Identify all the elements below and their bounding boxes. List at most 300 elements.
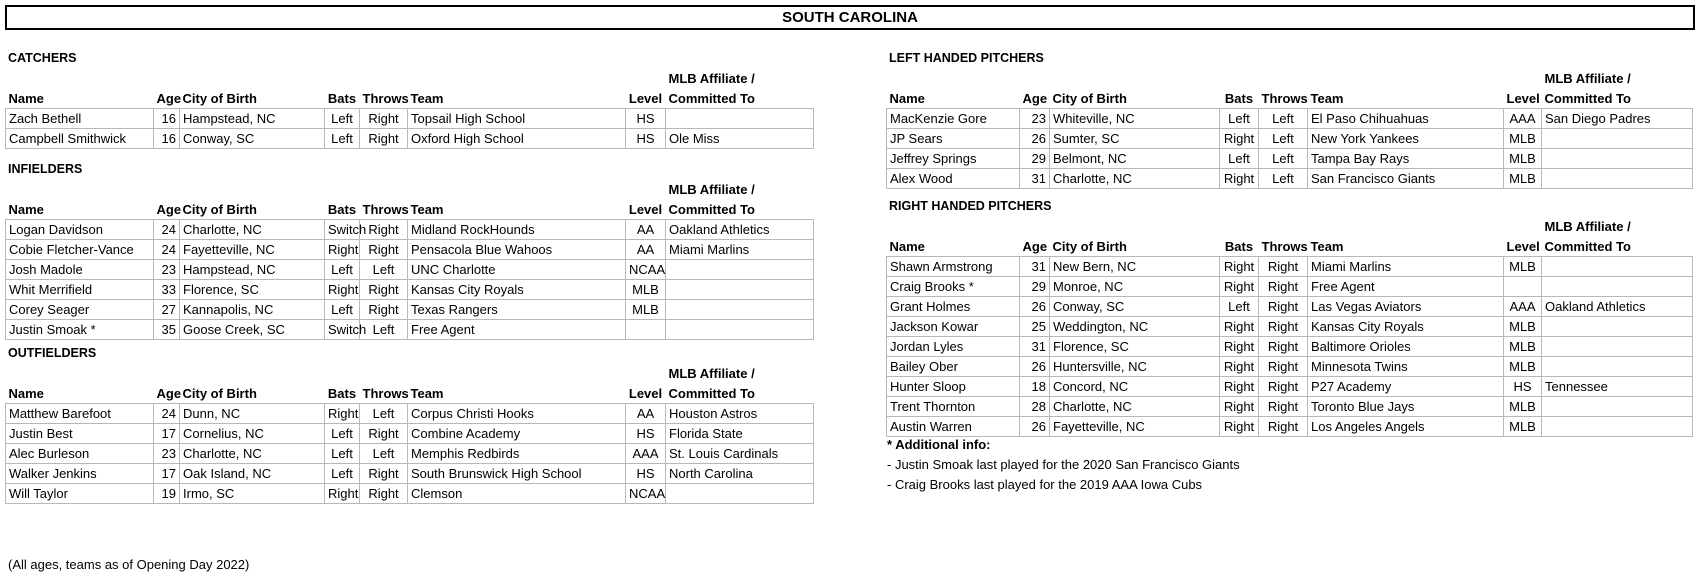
column-header-spacer bbox=[325, 363, 360, 383]
column-header-spacer bbox=[1050, 68, 1220, 88]
roster-table bbox=[886, 68, 1693, 189]
cell-level: MLB bbox=[1504, 416, 1542, 436]
cell-team: New York Yankees bbox=[1308, 128, 1504, 148]
cell-bats: Left bbox=[1220, 148, 1259, 168]
cell-name: Jackson Kowar bbox=[887, 316, 1020, 336]
cell-city-of-birth: Irmo, SC bbox=[180, 483, 325, 503]
column-header-city-of-birth: City of Birth bbox=[182, 385, 257, 401]
column-header-bats: Bats bbox=[327, 385, 357, 401]
cell-team: Baltimore Orioles bbox=[1308, 336, 1504, 356]
cell-name: Zach Bethell bbox=[6, 108, 154, 128]
cell-age: 24 bbox=[154, 403, 180, 423]
table-row bbox=[887, 168, 1693, 188]
column-header-spacer bbox=[626, 179, 666, 199]
column-header-spacer bbox=[154, 179, 180, 199]
column-header-team: Team bbox=[410, 90, 444, 106]
table-row bbox=[6, 403, 814, 423]
column-header-city-of-birth: City of Birth bbox=[182, 90, 257, 106]
cell-affiliate bbox=[1542, 416, 1693, 436]
cell-affiliate bbox=[1542, 256, 1693, 276]
column-header-throws: Throws bbox=[362, 90, 409, 106]
column-header-spacer bbox=[6, 68, 154, 88]
cell-level: AA bbox=[626, 219, 666, 239]
table-row bbox=[6, 463, 814, 483]
cell-city-of-birth: Cornelius, NC bbox=[180, 423, 325, 443]
cell-bats: Right bbox=[1220, 356, 1259, 376]
cell-name: Will Taylor bbox=[6, 483, 154, 503]
table-row bbox=[887, 148, 1693, 168]
column-header-team: Team bbox=[410, 385, 444, 401]
column-header-affiliate-line1: MLB Affiliate / bbox=[668, 71, 755, 86]
table-row bbox=[887, 376, 1693, 396]
section-title: OUTFIELDERS bbox=[8, 346, 97, 360]
cell-name: Matthew Barefoot bbox=[6, 403, 154, 423]
cell-bats: Right bbox=[1220, 396, 1259, 416]
cell-throws: Right bbox=[360, 299, 408, 319]
column-header-city-of-birth: City of Birth bbox=[1052, 238, 1127, 254]
cell-throws: Right bbox=[360, 128, 408, 148]
column-header-affiliate-line1: MLB Affiliate / bbox=[1544, 219, 1631, 234]
cell-team: Minnesota Twins bbox=[1308, 356, 1504, 376]
cell-name: Alex Wood bbox=[887, 168, 1020, 188]
cell-affiliate bbox=[1542, 396, 1693, 416]
page-title: SOUTH CAROLINA bbox=[5, 5, 1695, 30]
cell-bats: Right bbox=[1220, 316, 1259, 336]
cell-age: 26 bbox=[1020, 128, 1050, 148]
column-header-level: Level bbox=[628, 90, 663, 106]
column-header-spacer bbox=[6, 363, 154, 383]
table-row bbox=[6, 219, 814, 239]
cell-age: 31 bbox=[1020, 168, 1050, 188]
cell-throws: Right bbox=[1259, 256, 1308, 276]
cell-level: HS bbox=[1504, 376, 1542, 396]
cell-affiliate bbox=[666, 259, 814, 279]
cell-level: AAA bbox=[626, 443, 666, 463]
cell-bats: Left bbox=[325, 443, 360, 463]
table-row bbox=[6, 108, 814, 128]
cell-team: Texas Rangers bbox=[408, 299, 626, 319]
cell-name: Corey Seager bbox=[6, 299, 154, 319]
cell-level: NCAA bbox=[626, 259, 666, 279]
column-header-spacer bbox=[360, 179, 408, 199]
cell-throws: Right bbox=[360, 219, 408, 239]
cell-affiliate bbox=[1542, 128, 1693, 148]
column-header-name: Name bbox=[8, 90, 44, 106]
cell-bats: Right bbox=[325, 403, 360, 423]
column-header-throws: Throws bbox=[362, 385, 409, 401]
cell-bats: Left bbox=[325, 423, 360, 443]
column-header-spacer bbox=[325, 68, 360, 88]
column-header-age: Age bbox=[156, 90, 182, 106]
cell-level: AA bbox=[626, 403, 666, 423]
cell-city-of-birth: Sumter, SC bbox=[1050, 128, 1220, 148]
table-row bbox=[6, 299, 814, 319]
cell-level: HS bbox=[626, 423, 666, 443]
column-header-throws: Throws bbox=[362, 201, 409, 217]
column-header-team: Team bbox=[1310, 90, 1344, 106]
cell-level: HS bbox=[626, 108, 666, 128]
cell-name: Craig Brooks * bbox=[887, 276, 1020, 296]
column-header-affiliate-line2: Committed To bbox=[668, 385, 755, 401]
cell-city-of-birth: Dunn, NC bbox=[180, 403, 325, 423]
cell-team: Las Vegas Aviators bbox=[1308, 296, 1504, 316]
cell-team: Kansas City Royals bbox=[408, 279, 626, 299]
column-header-level: Level bbox=[1506, 238, 1540, 254]
roster-table bbox=[5, 363, 814, 504]
roster-table bbox=[886, 216, 1693, 437]
table-row bbox=[6, 443, 814, 463]
column-header-level: Level bbox=[1506, 90, 1540, 106]
cell-affiliate: Oakland Athletics bbox=[1542, 296, 1693, 316]
column-header-age: Age bbox=[1022, 238, 1048, 254]
cell-affiliate: North Carolina bbox=[666, 463, 814, 483]
column-header-bats: Bats bbox=[327, 201, 357, 217]
cell-affiliate bbox=[1542, 336, 1693, 356]
column-header-bats: Bats bbox=[327, 90, 357, 106]
cell-affiliate bbox=[666, 319, 814, 339]
cell-name: Austin Warren bbox=[887, 416, 1020, 436]
column-header-spacer bbox=[360, 363, 408, 383]
cell-age: 18 bbox=[1020, 376, 1050, 396]
cell-bats: Switch bbox=[325, 319, 360, 339]
cell-throws: Right bbox=[360, 423, 408, 443]
cell-affiliate: Miami Marlins bbox=[666, 239, 814, 259]
cell-throws: Left bbox=[360, 319, 408, 339]
cell-age: 33 bbox=[154, 279, 180, 299]
cell-name: Grant Holmes bbox=[887, 296, 1020, 316]
cell-age: 26 bbox=[1020, 416, 1050, 436]
cell-team: Midland RockHounds bbox=[408, 219, 626, 239]
cell-affiliate bbox=[1542, 276, 1693, 296]
cell-throws: Right bbox=[1259, 356, 1308, 376]
table-row bbox=[6, 239, 814, 259]
cell-level: MLB bbox=[1504, 148, 1542, 168]
cell-age: 16 bbox=[154, 108, 180, 128]
column-header-spacer bbox=[325, 179, 360, 199]
cell-bats: Right bbox=[1220, 168, 1259, 188]
cell-city-of-birth: Fayetteville, NC bbox=[180, 239, 325, 259]
cell-age: 17 bbox=[154, 423, 180, 443]
column-header-bats: Bats bbox=[1224, 238, 1254, 254]
cell-bats: Right bbox=[1220, 416, 1259, 436]
cell-team: San Francisco Giants bbox=[1308, 168, 1504, 188]
cell-age: 25 bbox=[1020, 316, 1050, 336]
column-header-affiliate-line2: Committed To bbox=[1544, 90, 1631, 106]
section-title: INFIELDERS bbox=[8, 162, 83, 176]
cell-affiliate: San Diego Padres bbox=[1542, 108, 1693, 128]
table-row bbox=[6, 483, 814, 503]
column-header-spacer bbox=[1504, 216, 1542, 236]
column-header-spacer bbox=[626, 68, 666, 88]
column-header-spacer bbox=[1050, 216, 1220, 236]
roster-table bbox=[5, 179, 814, 340]
cell-level: HS bbox=[626, 128, 666, 148]
cell-throws: Right bbox=[360, 239, 408, 259]
section-title: RIGHT HANDED PITCHERS bbox=[889, 199, 1052, 213]
additional-info-heading: * Additional info: bbox=[887, 437, 991, 452]
column-header-spacer bbox=[1220, 68, 1259, 88]
table-row bbox=[887, 296, 1693, 316]
cell-team: Topsail High School bbox=[408, 108, 626, 128]
cell-level: AAA bbox=[1504, 296, 1542, 316]
cell-age: 16 bbox=[154, 128, 180, 148]
column-header-team: Team bbox=[1310, 238, 1344, 254]
cell-team: El Paso Chihuahuas bbox=[1308, 108, 1504, 128]
cell-city-of-birth: Kannapolis, NC bbox=[180, 299, 325, 319]
cell-name: Whit Merrifield bbox=[6, 279, 154, 299]
cell-throws: Right bbox=[1259, 316, 1308, 336]
cell-throws: Right bbox=[1259, 296, 1308, 316]
column-header-spacer bbox=[1020, 68, 1050, 88]
cell-throws: Left bbox=[1259, 128, 1308, 148]
cell-age: 23 bbox=[154, 259, 180, 279]
cell-team: P27 Academy bbox=[1308, 376, 1504, 396]
column-header-affiliate-line1: MLB Affiliate / bbox=[668, 366, 755, 381]
cell-throws: Right bbox=[1259, 336, 1308, 356]
column-header-bats: Bats bbox=[1224, 90, 1254, 106]
cell-team: UNC Charlotte bbox=[408, 259, 626, 279]
column-header-spacer bbox=[408, 179, 626, 199]
column-header-age: Age bbox=[156, 385, 182, 401]
cell-city-of-birth: Conway, SC bbox=[180, 128, 325, 148]
cell-level: MLB bbox=[1504, 128, 1542, 148]
cell-affiliate bbox=[666, 483, 814, 503]
cell-city-of-birth: Hampstead, NC bbox=[180, 108, 325, 128]
column-header-spacer bbox=[1220, 216, 1259, 236]
column-header-age: Age bbox=[156, 201, 182, 217]
cell-bats: Right bbox=[1220, 128, 1259, 148]
cell-affiliate bbox=[666, 279, 814, 299]
cell-level: MLB bbox=[1504, 316, 1542, 336]
cell-level: MLB bbox=[1504, 336, 1542, 356]
cell-affiliate: Florida State bbox=[666, 423, 814, 443]
cell-age: 26 bbox=[1020, 296, 1050, 316]
cell-bats: Switch bbox=[325, 219, 360, 239]
cell-level: MLB bbox=[626, 299, 666, 319]
table-row bbox=[6, 279, 814, 299]
cell-name: Jeffrey Springs bbox=[887, 148, 1020, 168]
cell-level: NCAA bbox=[626, 483, 666, 503]
footer-note: (All ages, teams as of Opening Day 2022) bbox=[8, 557, 250, 572]
cell-throws: Right bbox=[1259, 416, 1308, 436]
cell-affiliate: Tennessee bbox=[1542, 376, 1693, 396]
cell-age: 23 bbox=[154, 443, 180, 463]
cell-affiliate bbox=[666, 108, 814, 128]
column-header-spacer bbox=[887, 68, 1020, 88]
cell-throws: Right bbox=[1259, 376, 1308, 396]
column-header-spacer bbox=[1308, 68, 1504, 88]
cell-affiliate bbox=[1542, 356, 1693, 376]
cell-age: 26 bbox=[1020, 356, 1050, 376]
cell-throws: Left bbox=[360, 403, 408, 423]
section-title: LEFT HANDED PITCHERS bbox=[889, 51, 1044, 65]
cell-bats: Right bbox=[1220, 276, 1259, 296]
cell-name: Trent Thornton bbox=[887, 396, 1020, 416]
cell-city-of-birth: Hampstead, NC bbox=[180, 259, 325, 279]
cell-name: Campbell Smithwick bbox=[6, 128, 154, 148]
table-row bbox=[6, 423, 814, 443]
cell-level: MLB bbox=[626, 279, 666, 299]
cell-bats: Right bbox=[1220, 336, 1259, 356]
cell-affiliate: Ole Miss bbox=[666, 128, 814, 148]
column-header-city-of-birth: City of Birth bbox=[182, 201, 257, 217]
cell-city-of-birth: Florence, SC bbox=[180, 279, 325, 299]
cell-throws: Right bbox=[360, 108, 408, 128]
cell-team: Tampa Bay Rays bbox=[1308, 148, 1504, 168]
column-header-spacer bbox=[1504, 68, 1542, 88]
cell-age: 29 bbox=[1020, 148, 1050, 168]
cell-name: Bailey Ober bbox=[887, 356, 1020, 376]
table-row bbox=[887, 416, 1693, 436]
cell-age: 17 bbox=[154, 463, 180, 483]
cell-bats: Left bbox=[325, 259, 360, 279]
cell-affiliate bbox=[1542, 148, 1693, 168]
cell-city-of-birth: New Bern, NC bbox=[1050, 256, 1220, 276]
column-header-name: Name bbox=[889, 90, 925, 106]
column-header-spacer bbox=[180, 179, 325, 199]
column-header-level: Level bbox=[628, 385, 663, 401]
cell-team: Combine Academy bbox=[408, 423, 626, 443]
cell-city-of-birth: Belmont, NC bbox=[1050, 148, 1220, 168]
column-header-name: Name bbox=[889, 238, 925, 254]
cell-name: Justin Best bbox=[6, 423, 154, 443]
column-header-affiliate-line1: MLB Affiliate / bbox=[1544, 71, 1631, 86]
cell-level: MLB bbox=[1504, 396, 1542, 416]
cell-affiliate bbox=[1542, 316, 1693, 336]
cell-team: Corpus Christi Hooks bbox=[408, 403, 626, 423]
table-row bbox=[887, 396, 1693, 416]
cell-bats: Left bbox=[325, 128, 360, 148]
column-header-affiliate-line2: Committed To bbox=[668, 201, 755, 217]
cell-city-of-birth: Concord, NC bbox=[1050, 376, 1220, 396]
cell-age: 35 bbox=[154, 319, 180, 339]
table-row bbox=[887, 128, 1693, 148]
cell-age: 27 bbox=[154, 299, 180, 319]
cell-level: AA bbox=[626, 239, 666, 259]
cell-age: 31 bbox=[1020, 336, 1050, 356]
column-header-spacer bbox=[180, 363, 325, 383]
column-header-level: Level bbox=[628, 201, 663, 217]
cell-bats: Left bbox=[325, 299, 360, 319]
cell-city-of-birth: Florence, SC bbox=[1050, 336, 1220, 356]
cell-age: 31 bbox=[1020, 256, 1050, 276]
cell-team: Free Agent bbox=[1308, 276, 1504, 296]
cell-name: Shawn Armstrong bbox=[887, 256, 1020, 276]
cell-level: AAA bbox=[1504, 108, 1542, 128]
cell-name: Jordan Lyles bbox=[887, 336, 1020, 356]
cell-bats: Left bbox=[1220, 108, 1259, 128]
column-header-spacer bbox=[154, 68, 180, 88]
cell-bats: Right bbox=[1220, 376, 1259, 396]
cell-affiliate: Houston Astros bbox=[666, 403, 814, 423]
cell-affiliate bbox=[1542, 168, 1693, 188]
cell-level: MLB bbox=[1504, 168, 1542, 188]
column-header-affiliate-line1: MLB Affiliate / bbox=[668, 182, 755, 197]
cell-city-of-birth: Charlotte, NC bbox=[180, 443, 325, 463]
cell-city-of-birth: Whiteville, NC bbox=[1050, 108, 1220, 128]
cell-level: MLB bbox=[1504, 256, 1542, 276]
column-header-spacer bbox=[408, 363, 626, 383]
column-header-spacer bbox=[6, 179, 154, 199]
cell-affiliate: St. Louis Cardinals bbox=[666, 443, 814, 463]
cell-city-of-birth: Charlotte, NC bbox=[1050, 396, 1220, 416]
column-header-spacer bbox=[180, 68, 325, 88]
cell-city-of-birth: Monroe, NC bbox=[1050, 276, 1220, 296]
table-row bbox=[887, 276, 1693, 296]
cell-throws: Right bbox=[360, 483, 408, 503]
cell-name: Walker Jenkins bbox=[6, 463, 154, 483]
column-header-age: Age bbox=[1022, 90, 1048, 106]
cell-bats: Left bbox=[325, 108, 360, 128]
cell-affiliate: Oakland Athletics bbox=[666, 219, 814, 239]
table-row bbox=[887, 316, 1693, 336]
column-header-spacer bbox=[408, 68, 626, 88]
column-header-spacer bbox=[626, 363, 666, 383]
column-header-city-of-birth: City of Birth bbox=[1052, 90, 1127, 106]
column-header-spacer bbox=[1259, 68, 1308, 88]
cell-throws: Right bbox=[1259, 396, 1308, 416]
cell-age: 19 bbox=[154, 483, 180, 503]
table-row bbox=[887, 336, 1693, 356]
section-title: CATCHERS bbox=[8, 51, 77, 65]
cell-team: Free Agent bbox=[408, 319, 626, 339]
cell-throws: Left bbox=[1259, 168, 1308, 188]
column-header-throws: Throws bbox=[1261, 238, 1308, 254]
additional-info-line: - Craig Brooks last played for the 2019 AAA Iowa Cubs bbox=[887, 477, 1203, 492]
cell-city-of-birth: Goose Creek, SC bbox=[180, 319, 325, 339]
table-row bbox=[6, 128, 814, 148]
column-header-spacer bbox=[154, 363, 180, 383]
cell-level bbox=[1504, 276, 1542, 296]
cell-city-of-birth: Fayetteville, NC bbox=[1050, 416, 1220, 436]
cell-bats: Right bbox=[325, 239, 360, 259]
cell-team: Pensacola Blue Wahoos bbox=[408, 239, 626, 259]
cell-age: 29 bbox=[1020, 276, 1050, 296]
cell-bats: Right bbox=[325, 483, 360, 503]
cell-name: Logan Davidson bbox=[6, 219, 154, 239]
column-header-name: Name bbox=[8, 201, 44, 217]
cell-age: 23 bbox=[1020, 108, 1050, 128]
table-row bbox=[887, 256, 1693, 276]
column-header-team: Team bbox=[410, 201, 444, 217]
cell-team: Memphis Redbirds bbox=[408, 443, 626, 463]
cell-throws: Left bbox=[360, 259, 408, 279]
additional-info-line: - Justin Smoak last played for the 2020 San Francisco Giants bbox=[887, 457, 1240, 472]
cell-team: South Brunswick High School bbox=[408, 463, 626, 483]
cell-age: 24 bbox=[154, 239, 180, 259]
cell-age: 28 bbox=[1020, 396, 1050, 416]
cell-team: Kansas City Royals bbox=[1308, 316, 1504, 336]
roster-table bbox=[5, 68, 814, 149]
column-header-spacer bbox=[1308, 216, 1504, 236]
cell-level: HS bbox=[626, 463, 666, 483]
cell-city-of-birth: Charlotte, NC bbox=[1050, 168, 1220, 188]
table-row bbox=[887, 356, 1693, 376]
column-header-affiliate-line2: Committed To bbox=[1544, 238, 1631, 254]
cell-name: Hunter Sloop bbox=[887, 376, 1020, 396]
cell-level bbox=[626, 319, 666, 339]
cell-city-of-birth: Oak Island, NC bbox=[180, 463, 325, 483]
cell-city-of-birth: Charlotte, NC bbox=[180, 219, 325, 239]
cell-throws: Right bbox=[360, 279, 408, 299]
cell-affiliate bbox=[666, 299, 814, 319]
additional-info bbox=[887, 435, 1240, 495]
cell-bats: Left bbox=[1220, 296, 1259, 316]
cell-bats: Right bbox=[325, 279, 360, 299]
cell-name: Josh Madole bbox=[6, 259, 154, 279]
cell-throws: Right bbox=[1259, 276, 1308, 296]
cell-city-of-birth: Huntersville, NC bbox=[1050, 356, 1220, 376]
